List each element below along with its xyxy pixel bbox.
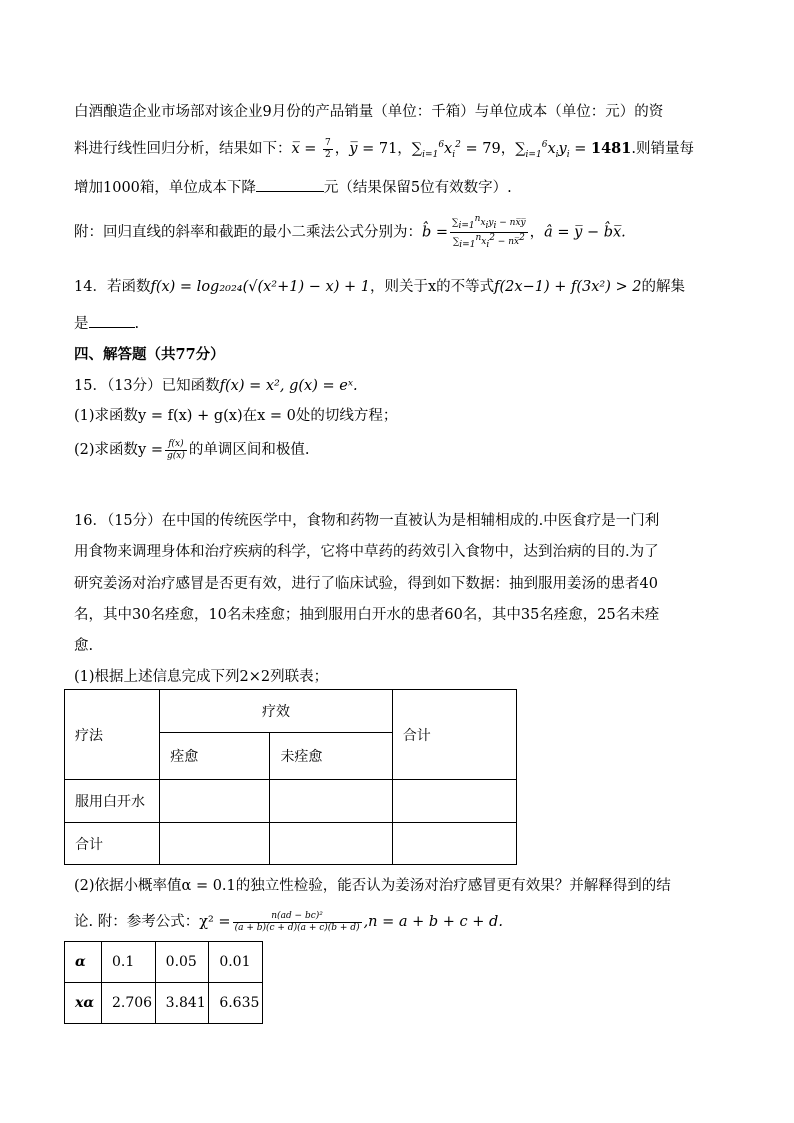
ybar-value: 71: [378, 141, 398, 157]
q14-line2: 是 .: [74, 312, 139, 333]
alpha-value: 0.05: [155, 942, 209, 983]
q13-line2: 料进行线性回归分析，结果如下：x̅ = $\frac{7}{2}$ ，y̅ = 71，$\sum_{i=1}^6x_i^2 = 79$，$\sum_{i=1}^6x_iy_i = 1481$.则销量每: [74, 137, 694, 160]
q16-line2: 用食物来调理身体和治疗疾病的科学，它将中草药的药效引入食物中，达到治病的目的.为了: [74, 544, 659, 560]
q16-line5: 愈.: [74, 638, 94, 654]
q15-line1: 15．（13分）已知函数f(x) = x², g(x) = eˣ.: [74, 378, 358, 394]
q16-part2-line2: 论. 附：参考公式：χ² = $\frac{\text{n(ad − bc)²}}{(a + b)(c + d)(a + c)(b + d)}$ ,n = a + b + c + d.: [74, 910, 503, 933]
sum-xy: $\sum_{i=1}^6x_iy_i$ =: [515, 140, 591, 160]
answer-blank-13[interactable]: [256, 177, 324, 192]
sum-x2: $\sum_{i=1}^6x_i^2$ =: [411, 140, 483, 160]
header-uncured: 未痊愈: [270, 733, 392, 780]
q15-part1: (1)求函数y = f(x) + g(x)在x = 0处的切线方程；: [74, 408, 398, 424]
q13-line3: 增加1000箱，单位成本下降 元（结果保留5位有效数字）.: [74, 176, 512, 197]
critical-value: 3.841: [155, 983, 209, 1024]
header-cured: 痊愈: [160, 733, 270, 780]
contingency-table: [64, 689, 517, 865]
critical-value: 6.635: [209, 983, 263, 1024]
row-total-label: 合计: [65, 823, 160, 865]
x-alpha-label: xα: [65, 983, 102, 1024]
q15-fraction: $\frac{f(x)}{g(x)}$: [167, 438, 185, 461]
table-cell[interactable]: [392, 823, 516, 865]
alpha-value: 0.01: [209, 942, 263, 983]
alpha-label: α: [65, 942, 102, 983]
section-heading: 四、解答题（共77分）: [74, 346, 225, 363]
critical-value-table: [64, 941, 263, 1024]
table-cell[interactable]: [392, 780, 516, 823]
q13-line1: 白酒酿造企业市场部对该企业9月份的产品销量（单位：千箱）与单位成本（单位：元）的资: [74, 104, 664, 120]
answer-blank-14[interactable]: [89, 313, 135, 328]
alpha-value: 0.1: [102, 942, 156, 983]
header-effect: 疗效: [160, 690, 393, 733]
q14-line1: 14．若函数f(x) = log₂₀₂₄(√(x²+1) − x) + 1，则关于x的不等式f(2x−1) + f(3x²) > 2的解集: [74, 279, 685, 295]
slope-fraction: $\frac{\sum_{i=1}^nx_iy_i - nx̅y̅}{\sum_{i=1}^nx_i^2 - nx̅^2}$: [452, 214, 526, 250]
header-method: 疗法: [65, 690, 160, 780]
xbar-formula: x̅ =: [291, 141, 322, 157]
header-total: 合计: [392, 690, 516, 780]
q16-line1: 16．（15分）在中国的传统医学中，食物和药物一直被认为是相辅相成的.中医食疗是一门利: [74, 513, 660, 529]
xbar-fraction: $\frac{7}{2}$: [325, 137, 331, 160]
q16-line3: 研究姜汤对治疗感冒是否更有效，进行了临床试验，得到如下数据：抽到服用姜汤的患者40: [74, 576, 658, 592]
table-cell[interactable]: [270, 823, 392, 865]
q15-part2: (2)求函数y = $\frac{f(x)}{g(x)}$ 的单调区间和极值.: [74, 438, 310, 461]
table-cell[interactable]: [160, 823, 270, 865]
critical-value: 2.706: [102, 983, 156, 1024]
q14-inequality: f(2x−1) + f(3x²) > 2: [494, 279, 642, 295]
chi-square-fraction: $\frac{\text{n(ad − bc)²}}{(a + b)(c + d)(a + c)(b + d)}$: [234, 910, 360, 933]
table-cell[interactable]: [160, 780, 270, 823]
q16-part1: (1)根据上述信息完成下列2×2列联表；: [74, 669, 329, 685]
q16-line4: 名，其中30名痊愈，10名未痊愈；抽到服用白开水的患者60名，其中35名痊愈，25名未痊: [74, 607, 660, 623]
q16-part2-line1: (2)依据小概率值α = 0.1的独立性检验，能否认为姜汤对治疗感冒更有效果？并解释得到的结: [74, 878, 671, 894]
row-water-label: 服用白开水: [65, 780, 160, 823]
table-cell[interactable]: [270, 780, 392, 823]
q14-function: f(x) = log₂₀₂₄(√(x²+1) − x) + 1: [150, 279, 370, 295]
q13-note: 附：回归直线的斜率和截距的最小二乘法公式分别为：b̂ = $\frac{\sum_{i=1}^nx_iy_i - nx̅y̅}{\sum_{i=1}^nx_i^2 - nx̅^2}$ ，â = y̅ − b̂x̅.: [74, 214, 626, 250]
